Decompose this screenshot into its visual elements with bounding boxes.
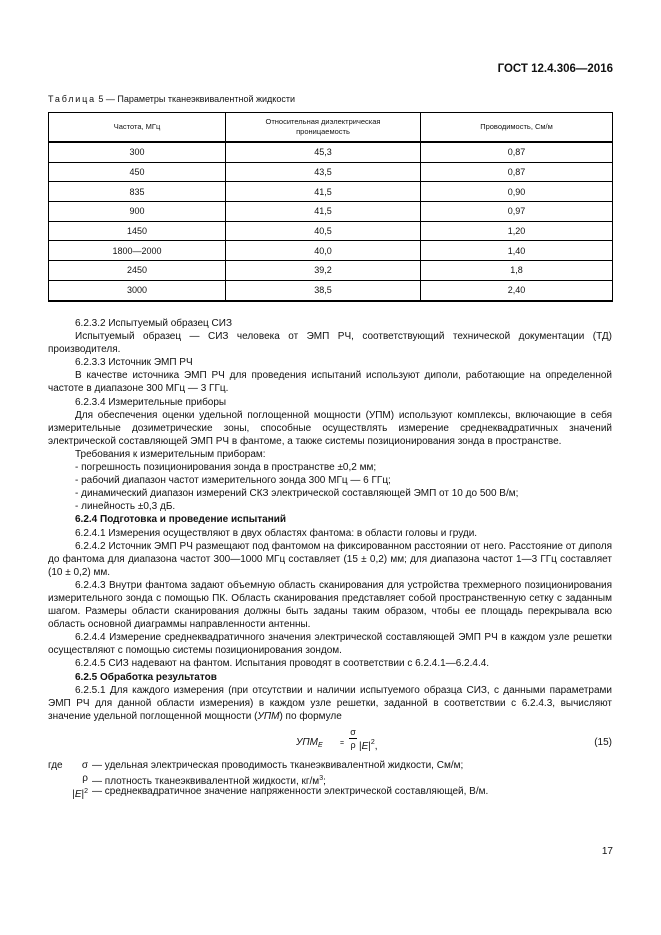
clause-6-2-3-4-text: Для обеспечения оценки удельной поглощенной мощности (УПМ) используют комплексы, включающие в себя измерительные дозиметрические зоны, способные осуществлять измерение среднеквадратичных значений электрической составляющей ЭМП РЧ в фантоме, а также системы позиционирования зонда в пространстве.	[48, 409, 612, 447]
col-header-conductivity: Проводимость, См/м	[421, 113, 613, 143]
cell-frequency: 450	[49, 162, 226, 182]
clause-6-2-5-1-term: УПМ	[257, 710, 280, 722]
table-row	[49, 261, 613, 281]
formula-fraction	[349, 727, 357, 750]
table-caption-text: 5 — Параметры тканеэквивалентной жидкости	[95, 94, 295, 104]
formula-power: 2	[370, 738, 375, 746]
cell-frequency: 900	[49, 202, 226, 222]
where-description-text: — плотность тканеэквивалентной жидкости, кг/м	[92, 776, 320, 787]
cell-permittivity: 41,5	[226, 202, 421, 222]
clause-6-2-3-2-title: 6.2.3.2 Испытуемый образец СИЗ	[75, 318, 233, 329]
where-symbol: σ	[81, 759, 88, 771]
where-description: — удельная электрическая проводимость тканеэквивалентной жидкости, См/м;	[92, 759, 464, 771]
formula-expression	[296, 725, 436, 759]
formula-lhs-name: УПМ	[296, 736, 318, 748]
cell-permittivity: 43,5	[226, 162, 421, 182]
cell-permittivity: 45,3	[226, 142, 421, 162]
clause-6-2-4-1: 6.2.4.1 Измерения осуществляют в двух областях фантома: в области головы и груди.	[75, 527, 478, 539]
table-row	[49, 142, 613, 162]
formula-15	[48, 725, 612, 759]
where-symbol: $|E|^2$	[72, 788, 88, 801]
page-number: 17	[601, 846, 613, 857]
where-row	[48, 785, 612, 801]
where-row	[48, 759, 612, 772]
cell-frequency: 300	[49, 142, 226, 162]
formula-abs-term: $|E|^2$,	[359, 738, 378, 752]
formula-denominator: ρ	[350, 739, 356, 750]
cell-frequency: 3000	[49, 280, 226, 300]
body-text	[48, 317, 612, 801]
cell-frequency: 2450	[49, 261, 226, 281]
cell-frequency: 835	[49, 182, 226, 202]
standard-number: ГОСТ 12.4.306—2016	[497, 63, 613, 75]
cell-frequency: 1800—2000	[49, 241, 226, 261]
clause-6-2-3-3-title: 6.2.3.3 Источник ЭМП РЧ	[75, 357, 193, 369]
where-symbol-sup: 2	[84, 788, 88, 796]
table-caption	[48, 94, 295, 104]
clause-6-2-5-1	[48, 684, 612, 723]
cell-frequency: 1450	[49, 221, 226, 241]
clause-6-2-5-1-text-a: 6.2.5.1 Для каждого измерения (при отсутствии и наличии испытуемого образца СИЗ, с данными параметрами ЭМП РЧ для данной области измерения) в каждом узле решетки, заданной в соответствии с 6.2.4.3, вычисляют значение удельной поглощенной мощности (	[48, 684, 612, 722]
table-header-row	[49, 113, 613, 143]
cell-conductivity: 0,87	[421, 142, 613, 162]
table-row	[49, 182, 613, 202]
fraction-bar	[349, 738, 357, 739]
clause-6-2-5-1-text-b: ) по формуле	[279, 710, 342, 722]
list-item: - погрешность позиционирования зонда в пространстве ±0,2 мм;	[75, 462, 377, 474]
clause-6-2-3-2-text: Испытуемый образец — СИЗ человека от ЭМП РЧ, соответствующий технической документации (ТД) производителя.	[48, 331, 612, 356]
col-header-permittivity: Относительная диэлектрическая проницаемость	[226, 113, 421, 143]
cell-conductivity: 2,40	[421, 280, 613, 300]
clause-6-2-4-4: 6.2.4.4 Измерение среднеквадратичного значения электрической составляющей ЭМП РЧ в каждом узле решетки осуществляют с помощью системы позиционирования зондом.	[48, 632, 612, 657]
where-description: — среднеквадратичное значение напряженности электрической составляющей, В/м.	[92, 786, 489, 798]
where-clause	[48, 759, 612, 801]
where-symbol-var: E	[74, 789, 82, 801]
list-item: - рабочий диапазон частот измерительного зонда 300 МГц — 6 ГГц;	[75, 475, 391, 487]
clause-6-2-4-2: 6.2.4.2 Источник ЭМП РЧ размещают под фантомом на фиксированном расстоянии от него. Расстояние от диполя до фантома для диапазона частот 300—1000 МГц составляет (15 ± 0,2) мм; для диапазона частот 1—3 ГГц составляет (10 ± 0,2) мм.	[48, 540, 612, 578]
formula-number: (15)	[594, 736, 612, 748]
where-lead: где	[48, 759, 63, 771]
list-item: - линейность ±0,3 дБ.	[75, 501, 176, 513]
section-6-2-5-heading: 6.2.5 Обработка результатов	[75, 671, 217, 683]
formula-abs-var: E	[361, 740, 369, 752]
section-6-2-4-heading: 6.2.4 Подготовка и проведение испытаний	[75, 514, 287, 526]
clause-6-2-3-4-title: 6.2.3.4 Измерительные приборы	[75, 396, 227, 408]
cell-conductivity: 1,20	[421, 221, 613, 241]
where-row	[48, 772, 612, 785]
cell-conductivity: 0,97	[421, 202, 613, 222]
where-description-tail: ;	[323, 776, 326, 787]
where-symbol: ρ	[82, 773, 88, 784]
cell-conductivity: 1,8	[421, 261, 613, 281]
table-row	[49, 280, 613, 300]
table-row	[49, 202, 613, 222]
clause-6-2-3-3-text: В качестве источника ЭМП РЧ для проведения испытаний используют диполи, работающие на определенной частоте в диапазоне 300 МГц — 3 ГГц.	[48, 370, 612, 395]
table-row	[49, 241, 613, 261]
cell-permittivity: 41,5	[226, 182, 421, 202]
parameters-table	[48, 112, 613, 302]
clause-6-2-4-5: 6.2.4.5 СИЗ надевают на фантом. Испытания проводят в соответствии с 6.2.4.1—6.2.4.4.	[75, 658, 490, 670]
col-header-frequency: Частота, МГц	[49, 113, 226, 143]
cell-permittivity: 38,5	[226, 280, 421, 300]
table-row	[49, 162, 613, 182]
clause-6-2-4-3: 6.2.4.3 Внутри фантома задают объемную область сканирования для устройства трехмерного позиционирования измерительного зонда с помощью ПК. Область сканирования представляет собой пространственную сетку с заданным шагом. Размеры области сканирования должны быть заданы таким образом, чтобы ее площадь перекрывала всю область основной диаграммы направленности антенны.	[48, 579, 612, 631]
cell-conductivity: 0,90	[421, 182, 613, 202]
formula-numerator: σ	[350, 726, 356, 737]
table-caption-word: Таблица	[48, 94, 96, 104]
formula-lhs	[296, 736, 323, 752]
cell-permittivity: 40,5	[226, 221, 421, 241]
formula-lhs-subscript: E	[317, 741, 323, 749]
cell-permittivity: 40,0	[226, 241, 421, 261]
list-item: - динамический диапазон измерений СКЗ электрической составляющей ЭМП от 10 до 500 В/м;	[75, 488, 519, 500]
cell-permittivity: 39,2	[226, 261, 421, 281]
where-description-sup: 3	[319, 775, 324, 782]
cell-conductivity: 1,40	[421, 241, 613, 261]
formula-equals: =	[340, 739, 345, 747]
cell-conductivity: 0,87	[421, 162, 613, 182]
table-row	[49, 221, 613, 241]
requirements-intro: Требования к измерительным приборам:	[75, 448, 266, 460]
formula-tail: ,	[374, 740, 378, 752]
